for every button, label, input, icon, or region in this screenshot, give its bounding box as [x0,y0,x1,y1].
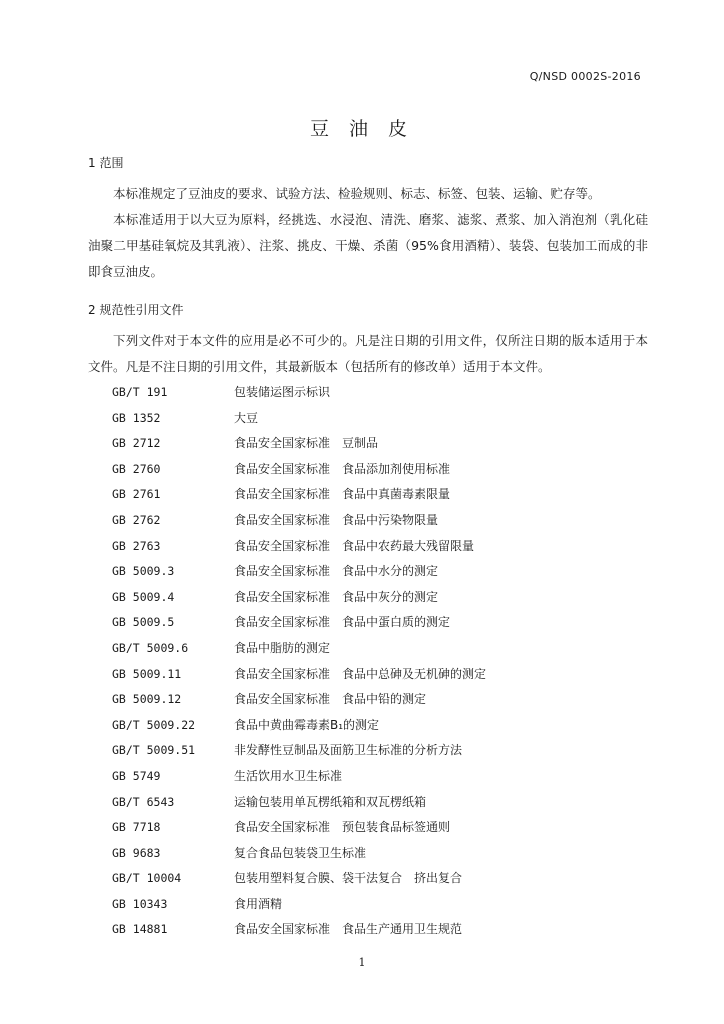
reference-title: 食品中脂肪的测定 [234,640,331,655]
reference-code: GB 10343 [112,896,168,911]
reference-row [112,738,632,764]
reference-code: GB 5009.11 [112,666,182,681]
reference-code: GB 14881 [112,922,168,937]
reference-title: 食品安全国家标准 预包装食品标签通则 [234,820,451,835]
reference-title: 包装用塑料复合膜、袋干法复合 挤出复合 [234,871,463,886]
references-intro: 下列文件对于本文件的应用是必不可少的。凡是注日期的引用文件，仅所注日期的版本适用于本文件。凡是不注日期的引用文件，其最新版本（包括所有的修改单）适用于本文件。 [88,333,648,374]
reference-code: GB 5009.12 [112,692,182,707]
reference-code: GB 2760 [112,461,161,476]
reference-code: GB/T 10004 [112,871,182,886]
reference-row [112,892,632,918]
reference-row [112,790,632,816]
reference-code: GB/T 6543 [112,794,175,809]
reference-title: 食品安全国家标准 食品中总砷及无机砷的测定 [234,666,487,681]
reference-title: 食用酒精 [234,896,283,911]
reference-title: 大豆 [234,410,259,425]
reference-row [112,482,632,508]
reference-code: GB/T 5009.22 [112,717,196,732]
reference-title: 非发酵性豆制品及面筋卫生标准的分析方法 [234,743,463,758]
reference-code: GB 2762 [112,512,161,527]
scope-paragraph-2: 本标准适用于以大豆为原料，经挑选、水浸泡、清洗、磨浆、滤浆、煮浆、加入消泡剂（乳化硅油聚二甲基硅氧烷及其乳液）、注浆、挑皮、干燥、杀菌（95%食用酒精）、装袋、包装加工而成的非即食豆油皮。 [88,212,648,279]
reference-title: 运输包装用单瓦楞纸箱和双瓦楞纸箱 [234,794,427,809]
reference-row [112,841,632,867]
reference-code: GB/T 191 [112,385,168,399]
reference-code: GB 9683 [112,845,161,860]
reference-code: GB 1352 [112,410,161,425]
reference-row [112,406,632,432]
reference-code: GB 5009.5 [112,615,175,630]
standard-number: Q/NSD 0002S-2016 [529,70,641,83]
reference-code: GB 5009.3 [112,564,175,579]
reference-code: GB 2761 [112,487,161,502]
reference-title: 食品安全国家标准 食品生产通用卫生规范 [234,922,463,937]
reference-row [112,559,632,585]
reference-code: GB 5009.4 [112,589,175,604]
reference-title: 复合食品包装袋卫生标准 [234,845,367,860]
reference-row [112,534,632,560]
reference-row [112,662,632,688]
scope-paragraph-1: 本标准规定了豆油皮的要求、试验方法、检验规则、标志、标签、包装、运输、贮存等。 [113,186,601,201]
reference-row [112,764,632,790]
reference-title: 食品安全国家标准 食品中灰分的测定 [234,589,439,604]
reference-title: 食品中黄曲霉毒素B₁的测定 [234,717,380,732]
reference-row [112,508,632,534]
reference-code: GB/T 5009.51 [112,743,196,758]
reference-row [112,610,632,636]
reference-title: 食品安全国家标准 食品中污染物限量 [234,512,439,527]
section-1-heading: 1 范围 [88,156,124,170]
section-1-body [88,181,648,285]
reference-row [112,866,632,892]
reference-title: 食品安全国家标准 食品中真菌毒素限量 [234,487,451,502]
reference-list [112,380,632,943]
reference-row [112,380,632,406]
reference-title: 食品安全国家标准 食品添加剂使用标准 [234,461,451,476]
reference-code: GB 7718 [112,820,161,835]
reference-row [112,917,632,943]
reference-code: GB 2763 [112,538,161,553]
reference-code: GB 5749 [112,768,161,783]
section-2-heading: 2 规范性引用文件 [88,303,184,317]
reference-title: 生活饮用水卫生标准 [234,768,343,783]
reference-title: 食品安全国家标准 食品中铅的测定 [234,692,427,707]
reference-title: 食品安全国家标准 豆制品 [234,436,379,451]
reference-title: 食品安全国家标准 食品中蛋白质的测定 [234,615,451,630]
reference-row [112,687,632,713]
section-2-body [88,328,648,380]
reference-row [112,431,632,457]
reference-title: 食品安全国家标准 食品中农药最大残留限量 [234,538,475,553]
reference-code: GB/T 5009.6 [112,640,189,655]
reference-row [112,636,632,662]
reference-title: 食品安全国家标准 食品中水分的测定 [234,564,439,579]
reference-row [112,585,632,611]
reference-title: 包装储运图示标识 [234,385,331,399]
page-number: 1 [358,956,366,969]
reference-code: GB 2712 [112,436,161,451]
document-title: 豆 油 皮 [309,118,415,140]
reference-row [112,457,632,483]
reference-row [112,713,632,739]
reference-row [112,815,632,841]
